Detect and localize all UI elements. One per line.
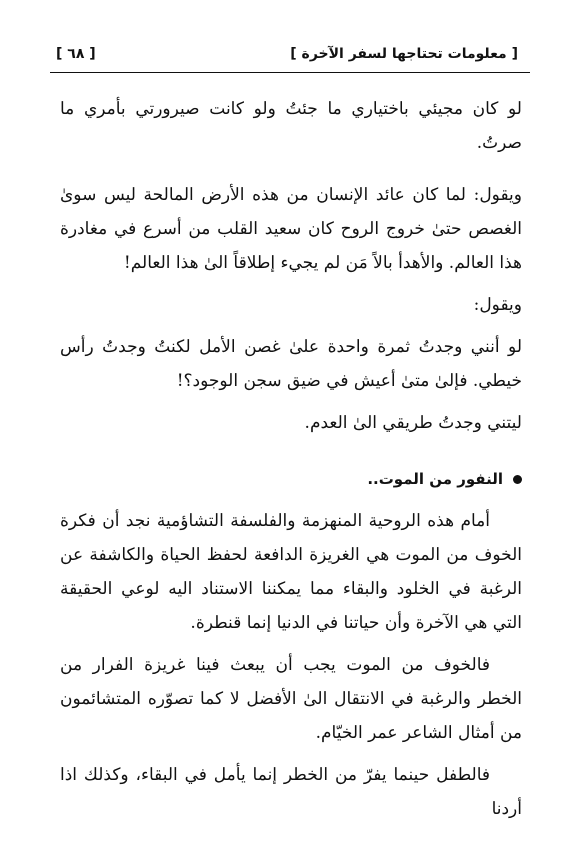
- paragraph: ليتني وجدتُ طريقي الىٰ العدم.: [304, 413, 522, 433]
- page-number: [ ٦٨ ]: [56, 46, 96, 62]
- section-heading-text: النفور من الموت..: [367, 470, 503, 488]
- bullet-icon: [513, 475, 522, 484]
- header-rule: [50, 72, 530, 73]
- paragraph: لو كان مجيئي باختياري ما جئتُ ولو كانت صيرورتي بأمري ما صرتُ.: [60, 99, 522, 153]
- paragraph: لو أنني وجدتُ ثمرة واحدة علىٰ غصن الأمل لكنتُ وجدتُ رأس خيطي. فإلىٰ متىٰ أعيش في ضيق سجن الوجود؟!: [60, 337, 522, 391]
- section-heading: [60, 466, 522, 492]
- paragraph: ويقول: لما كان عائد الإنسان من هذه الأرض المالحة ليس سوىٰ الغصص حتىٰ خروج الروح كان سعيد القلب من أسرع في مغادرة هذا العالم. والأهدأ بالاً مَن لم يجيء إطلاقاً الىٰ هذا العالم!: [60, 185, 522, 273]
- header-title: [ معلومات تحتاجها لسفر الآخرة ]: [290, 46, 518, 62]
- page-body: [60, 92, 522, 844]
- paragraph: فالطفل حينما يفرّ من الخطر إنما يأمل في البقاء، وكذلك اذا أردنا: [60, 765, 522, 819]
- paragraph: ويقول:: [473, 295, 522, 315]
- paragraph: فالخوف من الموت يجب أن يبعث فينا غريزة الفرار من الخطر والرغبة في الانتقال الىٰ الأفضل لا كما تصوّره المتشائمون من أمثال الشاعر عمر الخيّام.: [60, 655, 522, 743]
- paragraph: أمام هذه الروحية المنهزمة والفلسفة التشاؤمية نجد أن فكرة الخوف من الموت هي الغريزة الدافعة لحفظ الحياة والكاشفة عن الرغبة في الخلود والبقاء مما يمكننا الاستناد اليه لوعي الحقيقة التي هي الآخرة وأن حياتنا في الدنيا إنما قنطرة.: [60, 511, 522, 633]
- running-header: [50, 42, 530, 70]
